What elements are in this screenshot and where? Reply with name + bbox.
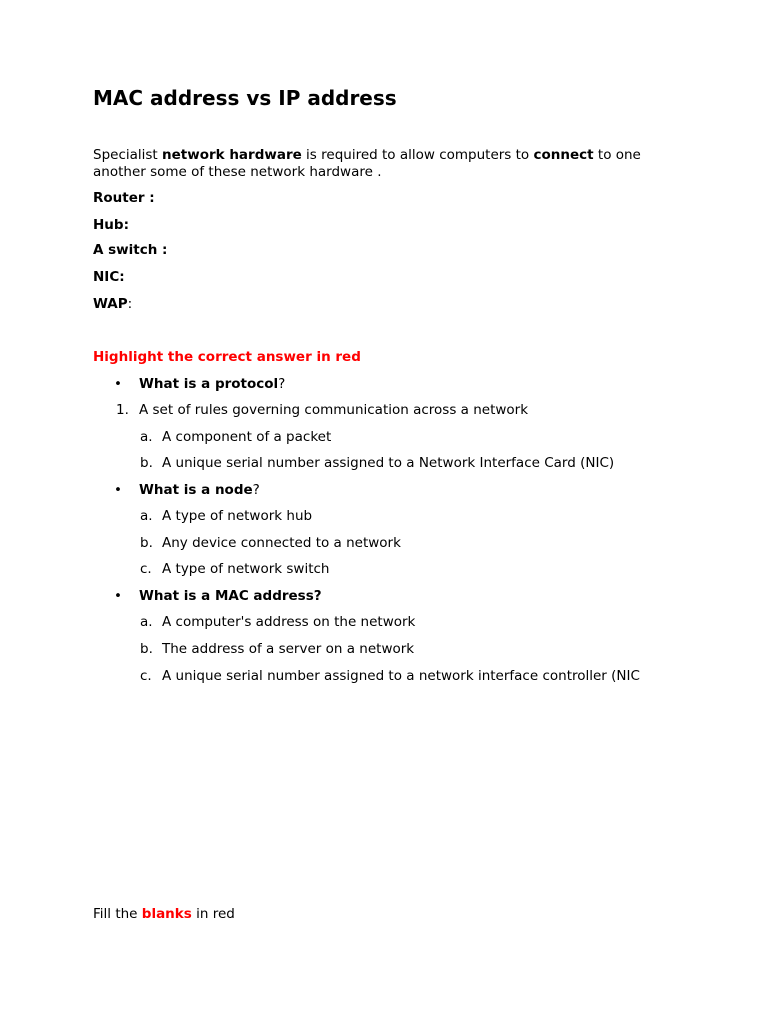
hardware-switch-label: A switch : — [93, 242, 168, 258]
q3-option-b-marker: b. — [140, 641, 153, 657]
q3-option-b-text: The address of a server on a network — [162, 641, 415, 657]
q2-option-c-marker: c. — [140, 561, 152, 577]
hardware-router — [93, 190, 155, 207]
q3-option-c-text: A unique serial number assigned to a network interface controller (NIC — [162, 668, 640, 684]
q3-bullet: • — [114, 588, 122, 604]
fill-text-2: in red — [191, 906, 235, 922]
q2-option-a-text: A type of network hub — [162, 508, 313, 524]
fill-red-blanks: blanks — [141, 906, 192, 922]
hardware-hub-label: Hub: — [93, 217, 129, 233]
q1-option-a-marker: a. — [140, 429, 153, 445]
hardware-nic-label: NIC: — [93, 269, 125, 285]
hardware-router-label: Router : — [93, 190, 155, 206]
q1-option-b-marker: b. — [140, 455, 153, 471]
q2-option-c-text: A type of network switch — [162, 561, 330, 577]
q1-numbered-text: A set of rules governing communication across a network — [139, 402, 529, 418]
hardware-wap-label: WAP — [93, 296, 128, 312]
hardware-nic — [93, 269, 125, 286]
q3-option-a-text: A computer's address on the network — [162, 614, 416, 630]
q2-bullet: • — [114, 482, 122, 498]
fill-text-1: Fill the — [93, 906, 142, 922]
q1-bullet: • — [114, 376, 122, 392]
q3-question-bold: What is a MAC address? — [139, 588, 322, 604]
q2-option-b-text: Any device connected to a network — [162, 535, 401, 551]
q2-option-a-marker: a. — [140, 508, 153, 524]
hardware-switch — [93, 242, 167, 259]
q1-question-bold: What is a protocol — [139, 376, 279, 392]
q1-option-a-text: A component of a packet — [162, 429, 332, 445]
q1-question — [139, 376, 285, 393]
intro-text-1: Specialist — [93, 147, 163, 163]
hardware-hub — [93, 217, 129, 234]
intro-bold-connect: connect — [533, 147, 594, 163]
hardware-wap — [93, 296, 132, 313]
q2-question-rest: ? — [252, 482, 260, 498]
intro-bold-network-hardware: network hardware — [162, 147, 302, 163]
q3-option-a-marker: a. — [140, 614, 153, 630]
fill-blanks-line — [93, 906, 235, 923]
q2-option-b-marker: b. — [140, 535, 153, 551]
q1-question-rest: ? — [278, 376, 286, 392]
q1-numbered-marker: 1. — [116, 402, 129, 418]
instruction-heading: Highlight the correct answer in red — [93, 349, 361, 365]
intro-paragraph — [93, 147, 693, 181]
q2-question — [139, 482, 260, 499]
intro-text-3: to one another some of these network hardware . — [93, 147, 641, 180]
q1-option-b-text: A unique serial number assigned to a Network Interface Card (NIC) — [162, 455, 615, 471]
intro-text-2: is required to allow computers to — [301, 147, 534, 163]
q3-question — [139, 588, 322, 605]
q2-question-bold: What is a node — [139, 482, 253, 498]
q3-option-c-marker: c. — [140, 668, 152, 684]
page-title: MAC address vs IP address — [93, 86, 397, 110]
hardware-wap-rest: : — [127, 296, 133, 312]
